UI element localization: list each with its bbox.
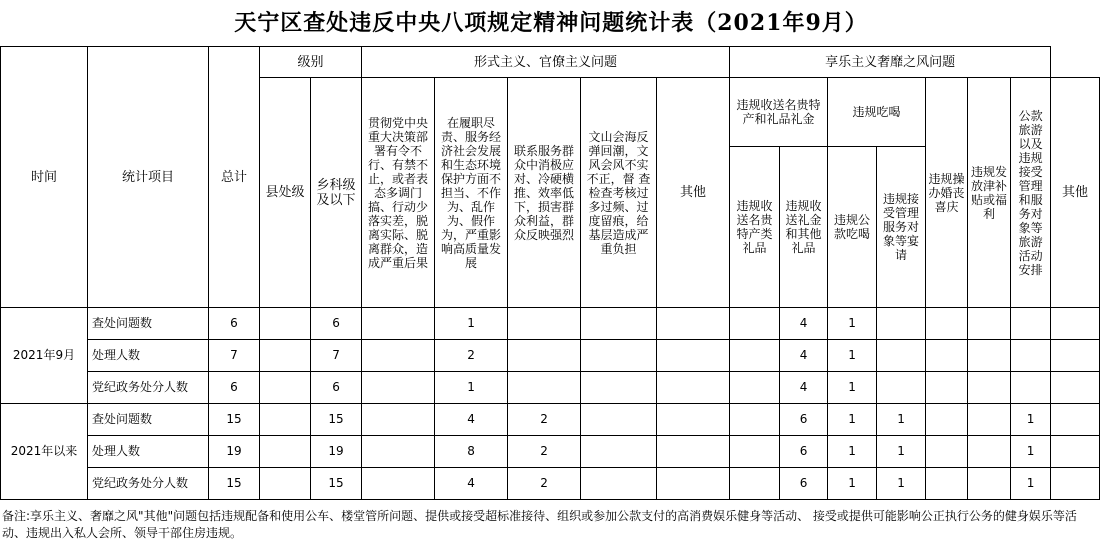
header-hedonism-dining: 违规吃喝 [828,78,926,147]
value-cell [968,340,1011,372]
value-cell [926,340,968,372]
table-row [1,308,1100,340]
value-cell [1051,404,1100,436]
value-cell: 6 [311,308,362,340]
value-cell [877,340,926,372]
value-cell [926,404,968,436]
header-formalism-duty: 在履职尽责、服务经济社会发展和生态环境保护方面不担当、不作为、乱作为、假作为，严重影响高质量发展 [435,78,508,308]
header-formalism-group: 形式主义、官僚主义问题 [362,47,730,78]
header-dining-banquet: 违规接受管理服务对象等宴请 [877,147,926,308]
value-cell: 6 [209,308,260,340]
value-cell [926,372,968,404]
header-gifts-money: 违规收送礼金和其他礼品 [780,147,828,308]
value-cell [581,372,657,404]
value-cell [1051,468,1100,500]
statistics-table [0,46,1100,500]
value-cell [657,372,730,404]
period-cell: 2021年9月 [1,308,88,404]
value-cell: 4 [780,340,828,372]
header-time: 时间 [1,47,88,308]
table-body [1,308,1100,500]
value-cell: 1 [435,372,508,404]
value-cell [730,404,780,436]
value-cell: 19 [311,436,362,468]
header-hedonism-wedding: 违规操办婚丧喜庆 [926,78,968,308]
value-cell: 15 [311,404,362,436]
header-dining-public: 违规公款吃喝 [828,147,877,308]
header-formalism-meetings: 文山会海反弹回潮，文风会风不实不正，督 查检查考核过多过频、过度留痕，给基层造成严重负担 [581,78,657,308]
table-header [1,47,1100,308]
value-cell: 6 [780,404,828,436]
value-cell [968,468,1011,500]
table-title: 天宁区查处违反中央八项规定精神问题统计表（2021年9月） [234,10,868,36]
value-cell [968,308,1011,340]
value-cell [508,308,581,340]
value-cell [968,404,1011,436]
row-label: 处理人数 [88,340,209,372]
value-cell [581,436,657,468]
value-cell [1051,436,1100,468]
value-cell: 1 [828,468,877,500]
value-cell: 1 [877,468,926,500]
value-cell [362,372,435,404]
value-cell [1051,340,1100,372]
table-row [1,372,1100,404]
value-cell: 15 [209,468,260,500]
value-cell: 6 [209,372,260,404]
value-cell [1011,308,1051,340]
value-cell: 1 [1011,404,1051,436]
value-cell [581,340,657,372]
value-cell [260,468,311,500]
value-cell [260,436,311,468]
value-cell: 1 [828,340,877,372]
value-cell [362,404,435,436]
value-cell: 1 [828,404,877,436]
value-cell [508,340,581,372]
value-cell: 2 [508,436,581,468]
value-cell [508,372,581,404]
value-cell: 6 [780,468,828,500]
header-town-level: 乡科级及以下 [311,78,362,308]
value-cell: 1 [1011,436,1051,468]
value-cell [362,468,435,500]
value-cell [926,436,968,468]
value-cell [362,340,435,372]
value-cell: 4 [780,308,828,340]
value-cell: 15 [311,468,362,500]
value-cell [730,340,780,372]
value-cell: 1 [1011,468,1051,500]
header-hedonism-other: 其他 [1051,78,1100,308]
value-cell: 2 [508,468,581,500]
header-item: 统计项目 [88,47,209,308]
value-cell: 15 [209,404,260,436]
value-cell [260,404,311,436]
value-cell: 1 [828,436,877,468]
value-cell [362,436,435,468]
header-hedonism-travel: 公款旅游以及违规接受管理和服务对象等旅游活动安排 [1011,78,1051,308]
table-row [1,436,1100,468]
value-cell [581,468,657,500]
value-cell [1011,372,1051,404]
value-cell: 19 [209,436,260,468]
header-gifts-specialty: 违规收送名贵特产类礼品 [730,147,780,308]
header-hedonism-gifts: 违规收送名贵特产和礼品礼金 [730,78,828,147]
header-formalism-decisions: 贯彻党中央重大决策部署有令不行、有禁不止，或者表态多调门搞、行动少落实差，脱离实际、脱离群众，造成严重后果 [362,78,435,308]
table-row [1,340,1100,372]
header-formalism-service: 联系服务群众中消极应对、冷硬横推、效率低下，损害群众利益，群众反映强烈 [508,78,581,308]
row-label: 党纪政务处分人数 [88,468,209,500]
value-cell [657,468,730,500]
value-cell: 1 [828,372,877,404]
value-cell [730,468,780,500]
value-cell [657,404,730,436]
value-cell [877,372,926,404]
value-cell: 7 [311,340,362,372]
row-label: 党纪政务处分人数 [88,372,209,404]
value-cell: 8 [435,436,508,468]
footnote: 备注:享乐主义、奢靡之风"其他"问题包括违规配备和使用公车、楼堂管所问题、提供或接受超标准接待、组织或参加公款支付的高消费娱乐健身等活动、 接受或提供可能影响公正执行公务的健身娱乐等活动、违规出入私人会所、领导干部住房违规。 [2,509,1077,540]
value-cell [260,340,311,372]
value-cell [877,308,926,340]
value-cell: 6 [311,372,362,404]
value-cell [260,308,311,340]
value-cell [581,404,657,436]
value-cell [926,468,968,500]
value-cell: 6 [780,436,828,468]
header-county-level: 县处级 [260,78,311,308]
value-cell: 4 [780,372,828,404]
value-cell: 4 [435,468,508,500]
value-cell: 1 [877,436,926,468]
value-cell [362,308,435,340]
header-hedonism-subsidy: 违规发放津补贴或福利 [968,78,1011,308]
value-cell: 4 [435,404,508,436]
row-label: 查处问题数 [88,308,209,340]
value-cell: 2 [508,404,581,436]
header-total: 总计 [209,47,260,308]
header-hedonism-group: 享乐主义奢靡之风问题 [730,47,1051,78]
value-cell [1051,308,1100,340]
value-cell [260,372,311,404]
value-cell [926,308,968,340]
value-cell [657,340,730,372]
period-cell: 2021年以来 [1,404,88,500]
row-label: 处理人数 [88,436,209,468]
table-row [1,468,1100,500]
header-formalism-other: 其他 [657,78,730,308]
value-cell [581,308,657,340]
value-cell: 7 [209,340,260,372]
value-cell [730,372,780,404]
value-cell [968,436,1011,468]
value-cell [730,308,780,340]
value-cell [730,436,780,468]
value-cell [657,436,730,468]
value-cell [657,308,730,340]
value-cell: 1 [828,308,877,340]
table-row [1,404,1100,436]
value-cell [1011,340,1051,372]
row-label: 查处问题数 [88,404,209,436]
value-cell: 1 [435,308,508,340]
value-cell [968,372,1011,404]
header-level: 级别 [260,47,362,78]
value-cell [1051,372,1100,404]
value-cell: 1 [877,404,926,436]
value-cell: 2 [435,340,508,372]
